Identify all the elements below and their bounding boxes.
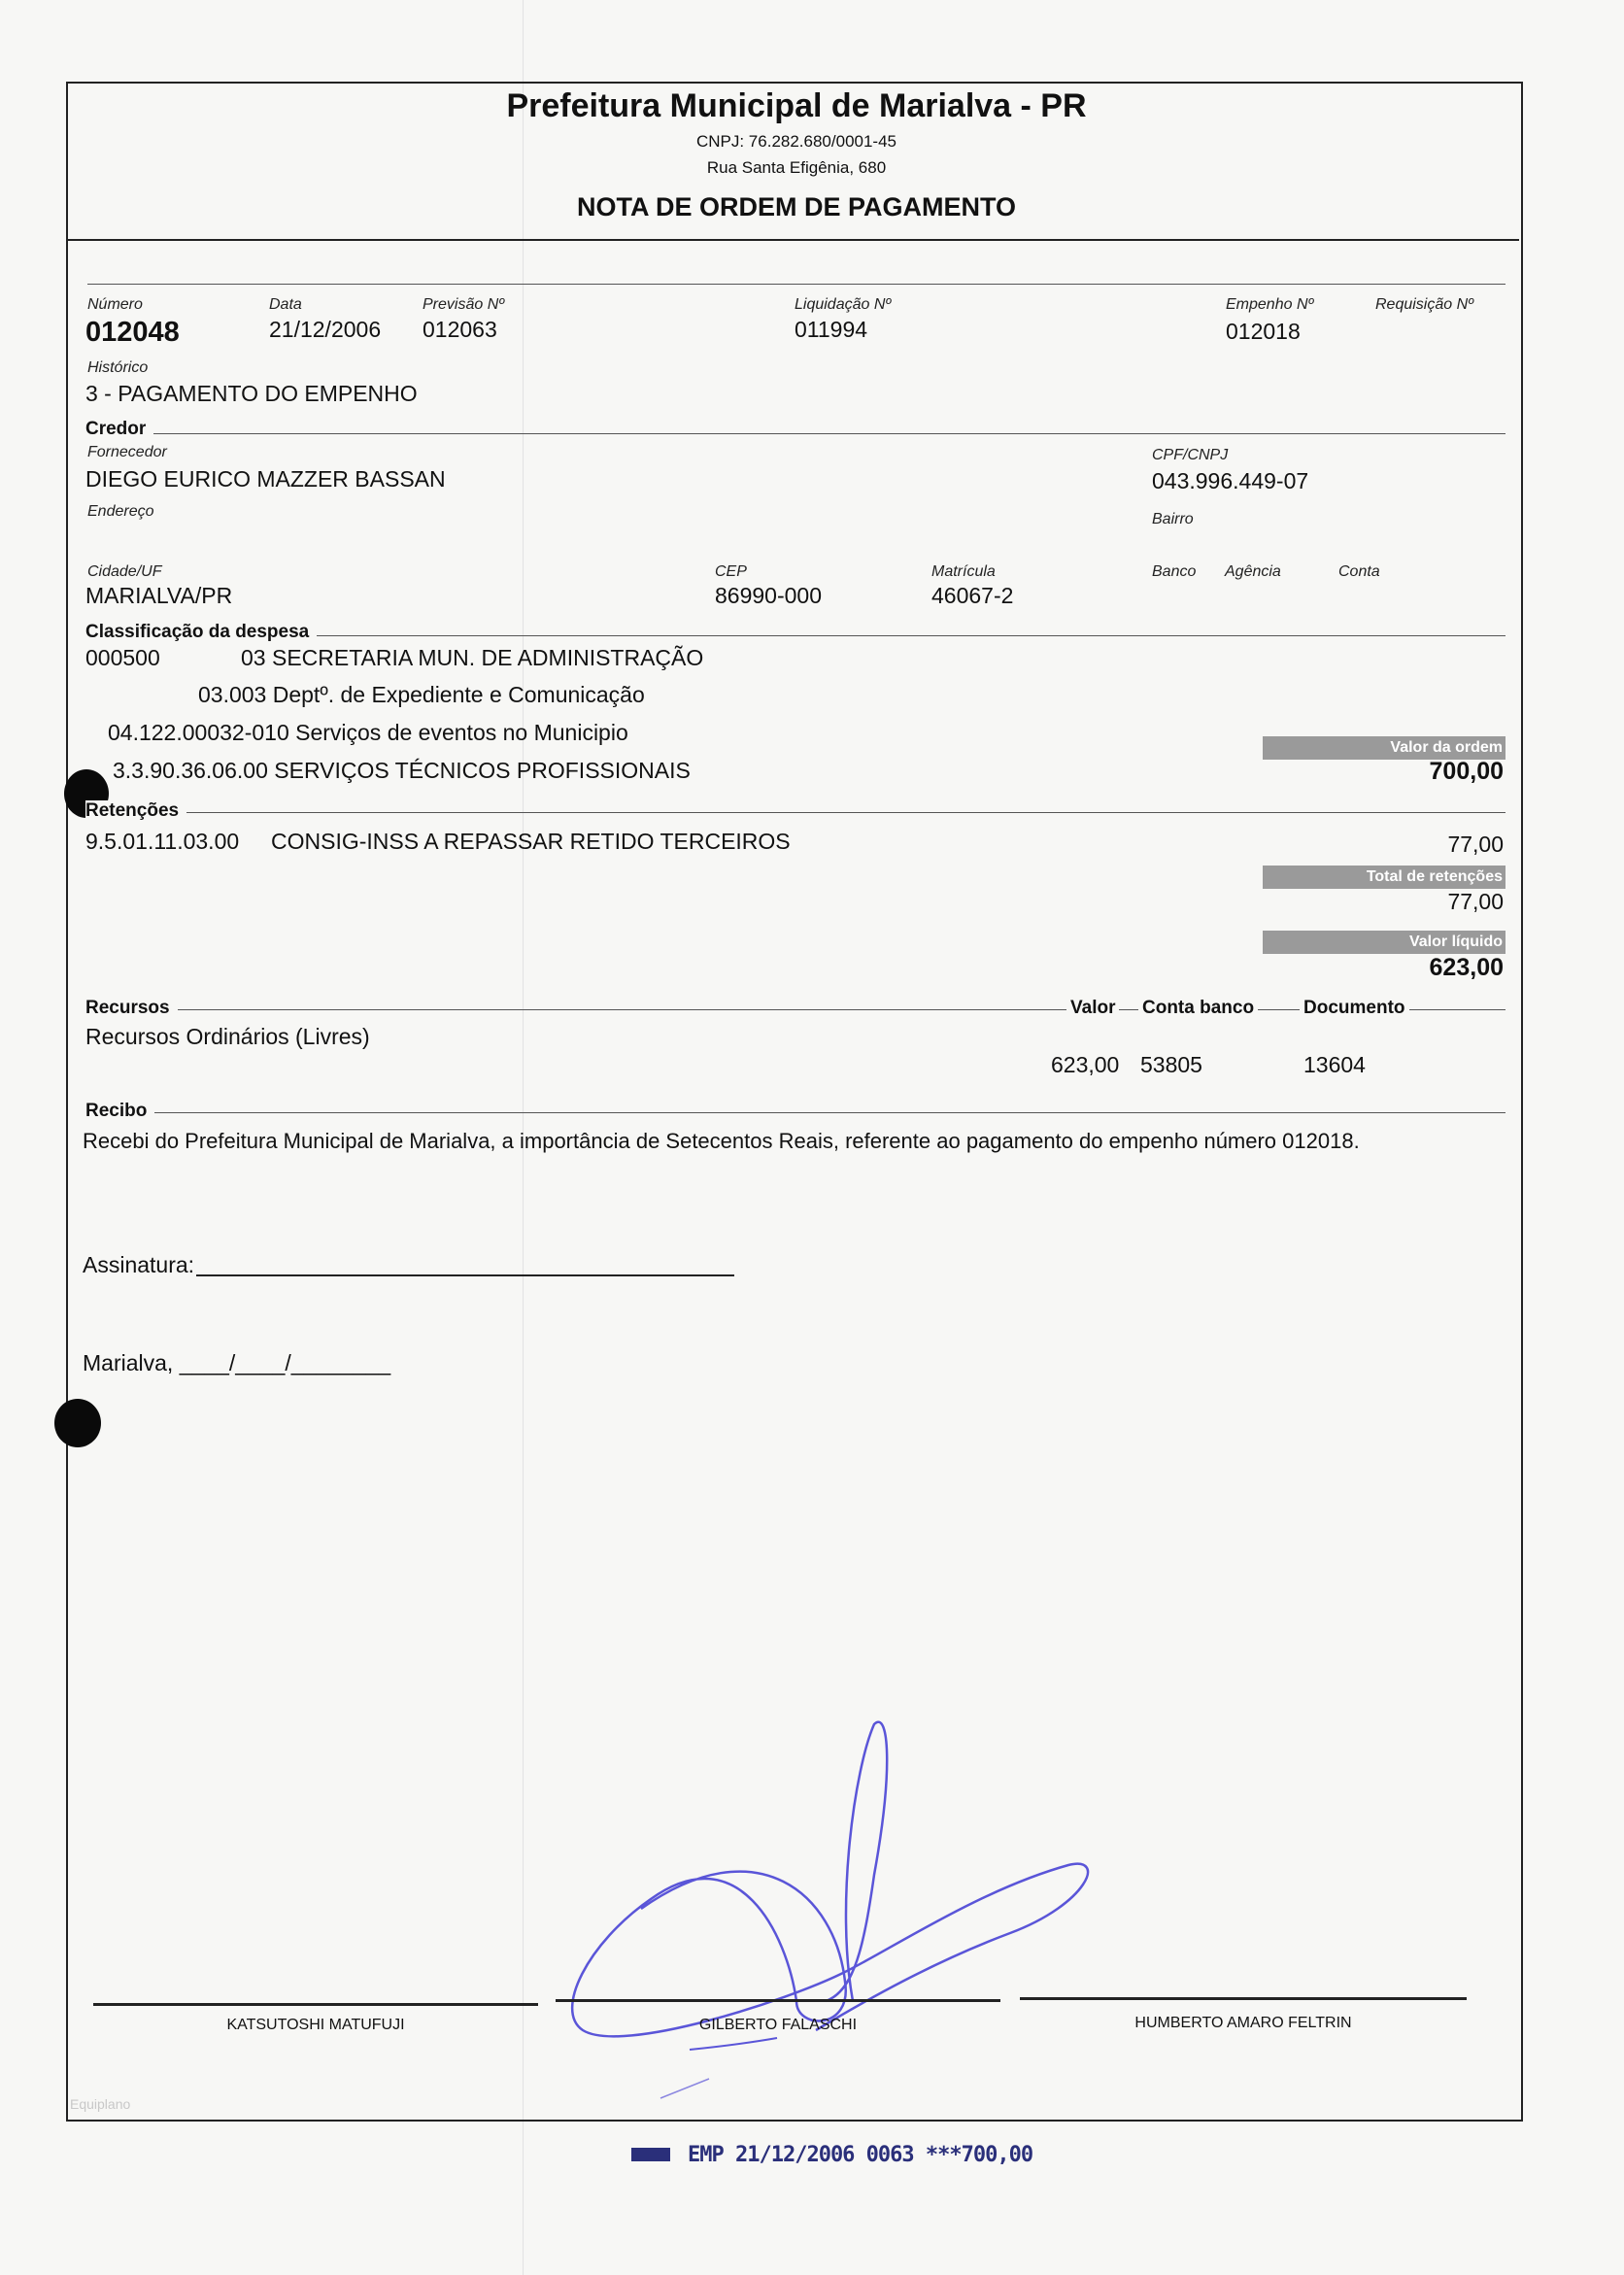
- previsao-value: 012063: [423, 317, 497, 342]
- retencao-code: 9.5.01.11.03.00: [85, 829, 240, 854]
- signatory-1: KATSUTOSHI MATUFUJI: [226, 2017, 405, 2033]
- numero-label: Número: [87, 296, 143, 313]
- page-title: Prefeitura Municipal de Marialva - PR: [506, 87, 1087, 124]
- data-label: Data: [269, 296, 302, 313]
- address-text: Rua Santa Efigênia, 680: [706, 158, 887, 177]
- valor-ordem-label: Valor da ordem: [1263, 736, 1506, 760]
- historico-label: Histórico: [87, 359, 149, 376]
- recursos-desc: Recursos Ordinários (Livres): [85, 1024, 370, 1049]
- cidade-label: Cidade/UF: [87, 563, 162, 580]
- empenho-value: 012018: [1226, 319, 1301, 344]
- recursos-valor-label: Valor: [1066, 998, 1119, 1019]
- valor-liquido-value: 623,00: [1429, 954, 1504, 981]
- document-title: NOTA DE ORDEM DE PAGAMENTO: [576, 192, 1016, 221]
- header-divider: [68, 239, 1519, 241]
- retencoes-section-title: Retenções: [85, 800, 186, 822]
- recursos-rule: [87, 1009, 1506, 1010]
- matricula-value: 46067-2: [931, 583, 1014, 608]
- matricula-label: Matrícula: [931, 563, 996, 580]
- recursos-conta: 53805: [1140, 1052, 1202, 1077]
- valor-liquido-label: Valor líquido: [1263, 931, 1506, 954]
- total-retencoes-value: 77,00: [1447, 889, 1504, 914]
- requisicao-label: Requisição Nº: [1375, 296, 1473, 313]
- recursos-section-title: Recursos: [85, 998, 178, 1019]
- ids-top-rule: [87, 284, 1506, 285]
- recursos-documento-label: Documento: [1300, 998, 1409, 1019]
- bank-stamp: [631, 2143, 1032, 2167]
- assinatura-label: Assinatura:: [83, 1252, 195, 1277]
- endereco-label: Endereço: [87, 503, 154, 520]
- recibo-text: Recebi do Prefeitura Municipal de Marialva, a importância de Setecentos Reais, referente ao pagamento do empenho número 012018.: [83, 1129, 1360, 1153]
- banco-label: Banco: [1152, 563, 1197, 580]
- stamp-text: EMP 21/12/2006 0063 ***700,00: [688, 2143, 1033, 2167]
- signature-line-1: [93, 2003, 538, 2006]
- assinatura-line: [196, 1274, 734, 1276]
- recursos-conta-label: Conta banco: [1138, 998, 1258, 1019]
- numero-value: 012048: [85, 317, 180, 348]
- cep-value: 86990-000: [715, 583, 822, 608]
- cidade-value: MARIALVA/PR: [85, 583, 233, 608]
- agencia-label: Agência: [1225, 563, 1281, 580]
- liquidacao-value: 011994: [795, 317, 868, 342]
- cpf-value: 043.996.449-07: [1152, 468, 1309, 493]
- valor-ordem-value: 700,00: [1429, 758, 1504, 785]
- retencao-desc: CONSIG-INSS A REPASSAR RETIDO TERCEIROS: [271, 829, 791, 854]
- signatory-2: GILBERTO FALASCHI: [698, 2017, 858, 2033]
- cnpj-text: CNPJ: 76.282.680/0001-45: [695, 132, 897, 151]
- classificacao-line-3: 04.122.00032-010 Serviços de eventos no Municipio: [108, 720, 628, 745]
- cep-label: CEP: [715, 563, 747, 580]
- recursos-documento: 13604: [1303, 1052, 1366, 1077]
- handwritten-signature: [544, 1710, 1127, 2118]
- previsao-label: Previsão Nº: [423, 296, 505, 313]
- punch-hole-bottom: [54, 1399, 101, 1447]
- fornecedor-value: DIEGO EURICO MAZZER BASSAN: [85, 466, 446, 492]
- liquidacao-label: Liquidação Nº: [795, 296, 892, 313]
- empenho-label: Empenho Nº: [1226, 296, 1314, 313]
- credor-rule: [87, 433, 1506, 434]
- recibo-rule: [87, 1112, 1506, 1113]
- retencao-value: 77,00: [1447, 832, 1504, 857]
- classificacao-line-4: 3.3.90.36.06.00 SERVIÇOS TÉCNICOS PROFISSIONAIS: [113, 758, 691, 783]
- total-retencoes-label: Total de retenções: [1263, 866, 1506, 889]
- software-watermark: Equiplano: [70, 2096, 131, 2112]
- fornecedor-label: Fornecedor: [87, 444, 167, 460]
- local-data-field: Marialva, ____/____/________: [83, 1350, 391, 1375]
- cpf-label: CPF/CNPJ: [1152, 447, 1229, 463]
- recursos-valor: 623,00: [1051, 1052, 1120, 1077]
- data-value: 21/12/2006: [269, 317, 382, 342]
- credor-section-title: Credor: [85, 419, 153, 440]
- classificacao-line-1: 03 SECRETARIA MUN. DE ADMINISTRAÇÃO: [241, 645, 704, 670]
- classificacao-line-2: 03.003 Deptº. de Expediente e Comunicação: [198, 682, 645, 707]
- signature-line-2: [556, 1999, 1000, 2002]
- recibo-section-title: Recibo: [85, 1101, 154, 1122]
- retencoes-rule: [87, 812, 1506, 813]
- conta-label: Conta: [1338, 563, 1380, 580]
- signature-line-3: [1020, 1997, 1467, 2000]
- classificacao-section-title: Classificação da despesa: [85, 622, 317, 643]
- stamp-mark-icon: [631, 2148, 670, 2161]
- classificacao-code: 000500: [85, 645, 160, 670]
- signatory-3: HUMBERTO AMARO FELTRIN: [1134, 2015, 1352, 2031]
- historico-value: 3 - PAGAMENTO DO EMPENHO: [85, 381, 418, 406]
- bairro-label: Bairro: [1152, 511, 1194, 527]
